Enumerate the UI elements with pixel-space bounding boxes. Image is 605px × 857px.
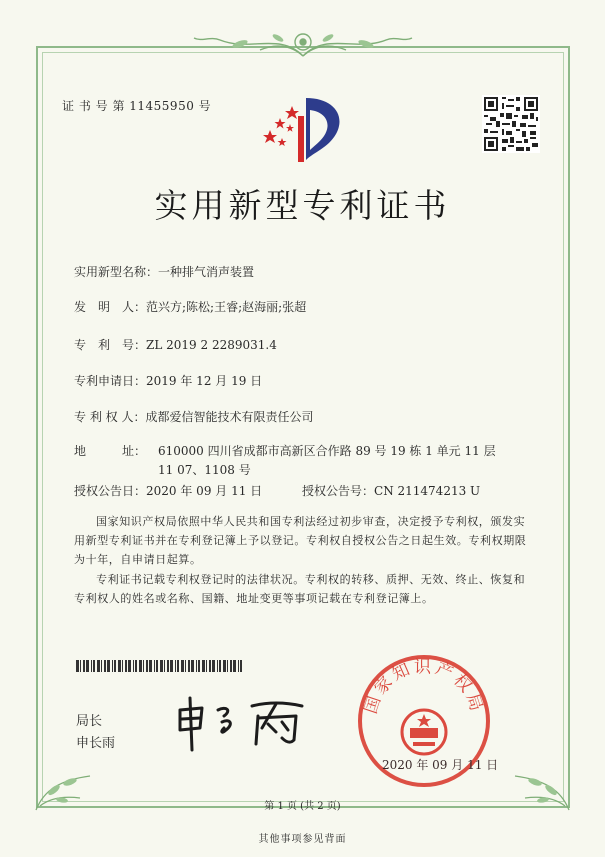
national-emblem-icon <box>402 710 446 754</box>
patentee-label: 专 利 权 人： <box>74 410 146 424</box>
filing-date-label: 专利申请日： <box>74 374 147 388</box>
svg-text:国家知识产权局 <box>361 657 487 716</box>
field-filing-date <box>74 372 262 389</box>
director-name: 申长雨 <box>76 736 116 751</box>
top-ornament <box>190 22 416 62</box>
patent-number-label: 专 利 号： <box>74 338 147 352</box>
inventors-value: 范兴方;陈松;王睿;赵海丽;张超 <box>146 300 307 314</box>
field-patentee <box>74 408 313 425</box>
statement-paragraph-1: 国家知识产权局依照中华人民共和国专利法经过初步审查，决定授予专利权，颁发实用新型专利证书并在专利登记簿上予以登记。专利权自授权公告之日起生效。专利权期限为十年，自申请日起算。 <box>74 515 527 566</box>
filing-date-value: 2019 年 12 月 19 日 <box>146 374 263 388</box>
grant-date-value: 2020 年 09 月 11 日 <box>146 484 263 498</box>
address-label: 地 址： <box>74 444 147 458</box>
field-utility-model-name <box>74 263 254 280</box>
seal-text: 国家知识产权局 <box>361 657 487 717</box>
name-label: 实用新型名称： <box>74 265 159 279</box>
barcode-icon <box>76 660 246 672</box>
field-inventors <box>74 298 306 315</box>
cnipa-logo-icon <box>256 94 350 166</box>
patent-number-value: ZL 2019 2 2289031.4 <box>146 338 277 352</box>
grant-number-label: 授权公告号： <box>302 484 375 498</box>
field-address-label-row <box>74 442 146 459</box>
statement-paragraph-2: 专利证书记载专利权登记时的法律状况。专利权的转移、质押、无效、终止、恢复和专利权人的姓名或名称、国籍、地址变更等事项记载在专利登记簿上。 <box>74 573 526 605</box>
address-value: 610000 四川省成都市高新区合作路 89 号 19 栋 1 单元 11 层 11 07、1108 号 <box>158 444 496 477</box>
grant-date-label: 授权公告日： <box>74 484 147 498</box>
field-grant-date <box>74 482 262 499</box>
director-title: 局长 <box>76 714 103 729</box>
grant-number-value: CN 211474213 U <box>374 484 481 498</box>
footer-note: 其他事项参见背面 <box>258 834 347 845</box>
certificate-title: 实用新型专利证书 <box>154 186 451 225</box>
director-signature <box>172 688 312 754</box>
field-grant-number <box>302 482 480 499</box>
patentee-value: 成都爱信智能技术有限责任公司 <box>145 410 314 424</box>
page-number: 第 1 页 (共 2 页) <box>264 801 341 812</box>
field-patent-number <box>74 336 277 353</box>
qr-code-icon <box>482 95 540 153</box>
certificate-number: 证 书 号 第 11455950 号 <box>62 99 212 113</box>
inventors-label: 发 明 人： <box>74 300 147 314</box>
name-value: 一种排气消声装置 <box>158 265 255 279</box>
seal-date: 2020 年 09 月 11 日 <box>382 758 499 772</box>
